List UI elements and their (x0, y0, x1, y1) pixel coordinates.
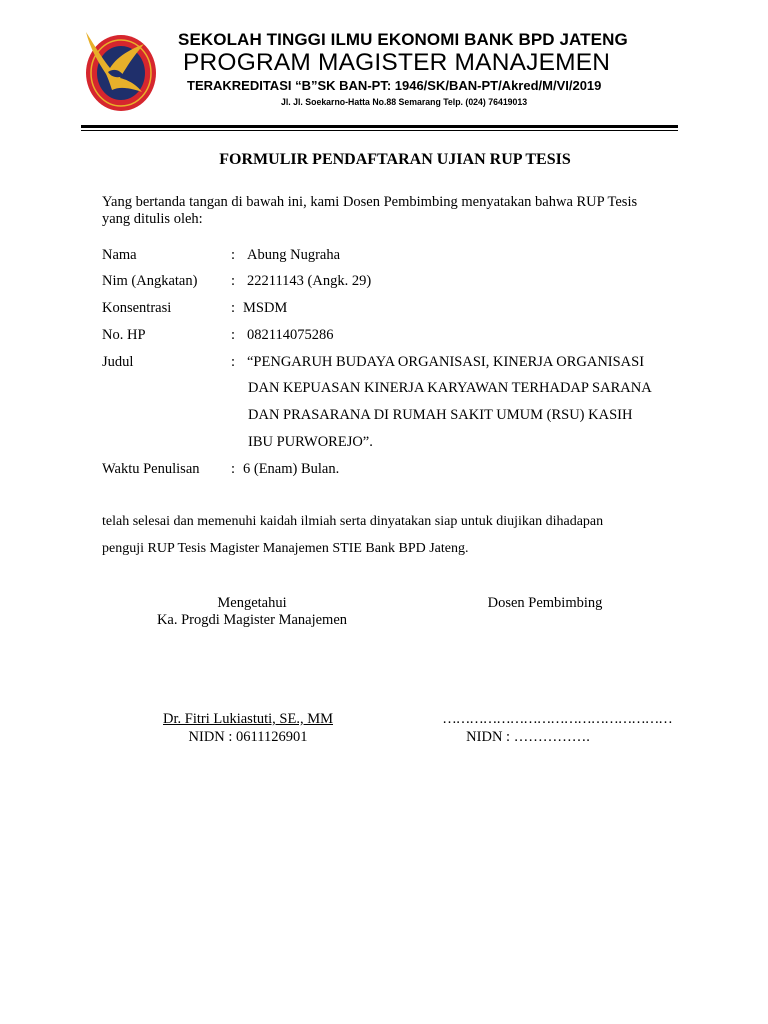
header-rule-thin (81, 130, 678, 131)
left-sign-heading-2: Ka. Progdi Magister Manajemen (156, 612, 348, 628)
left-signer-name: Dr. Fitri Lukiastuti, SE., MM (163, 711, 333, 727)
header-rule-thick (81, 125, 678, 128)
intro-line-1: Yang bertanda tangan di bawah ini, kami Dosen Pembimbing menyatakan bahwa RUP Tesis (102, 194, 638, 210)
field-label-judul: Judul (102, 354, 134, 370)
field-colon: : (231, 273, 236, 289)
form-title: FORMULIR PENDAFTARAN UJIAN RUP TESIS (219, 151, 571, 168)
accreditation-text: TERAKREDITASI “B”SK BAN-PT: 1946/SK/BAN-PT/Akred/M/VI/2019 (187, 78, 602, 93)
left-signer-nidn: NIDN : 0611126901 (188, 729, 308, 745)
institution-name: SEKOLAH TINGGI ILMU EKONOMI BANK BPD JATENG (178, 30, 628, 49)
right-signer-nidn: NIDN : ……………. (466, 729, 590, 745)
field-value-waktu: 6 (Enam) Bulan. (243, 461, 340, 477)
field-colon: : (231, 247, 236, 263)
intro-line-2: yang ditulis oleh: (102, 211, 203, 227)
field-value-nim: 22211143 (Angk. 29) (247, 273, 372, 289)
field-colon: : (231, 354, 236, 370)
field-value-judul-line: IBU PURWOREJO”. (248, 434, 373, 450)
field-colon: : (231, 327, 236, 343)
field-label-nama: Nama (102, 247, 137, 263)
field-value-nama: Abung Nugraha (247, 247, 341, 263)
field-value-hp: 082114075286 (247, 327, 334, 343)
field-label-hp: No. HP (102, 327, 146, 343)
left-sign-heading-1: Mengetahui (217, 595, 287, 611)
right-sign-heading: Dosen Pembimbing (487, 595, 603, 611)
field-value-judul-line: DAN PRASARANA DI RUMAH SAKIT UMUM (RSU) KASIH (248, 407, 633, 423)
field-label-nim: Nim (Angkatan) (102, 273, 198, 289)
closing-line-1: telah selesai dan memenuhi kaidah ilmiah serta dinyatakan siap untuk diujikan dihadapan (102, 514, 604, 529)
right-signer-name-blank: …………………………………………… (442, 711, 672, 727)
field-colon: : (231, 461, 236, 477)
field-label-konsentrasi: Konsentrasi (102, 300, 172, 316)
field-value-judul-line: “PENGARUH BUDAYA ORGANISASI, KINERJA ORGANISASI (247, 354, 645, 370)
field-colon: : (231, 300, 236, 316)
program-name: PROGRAM MAGISTER MANAJEMEN (183, 49, 611, 76)
address-text: Jl. Jl. Soekarno-Hatta No.88 Semarang Telp. (024) 76419013 (281, 97, 528, 108)
field-label-waktu: Waktu Penulisan (102, 461, 200, 477)
closing-line-2: penguji RUP Tesis Magister Manajemen STIE Bank BPD Jateng. (102, 541, 469, 556)
field-value-judul-line: DAN KEPUASAN KINERJA KARYAWAN TERHADAP SARANA (248, 380, 652, 396)
institution-logo (80, 28, 158, 116)
field-value-konsentrasi: MSDM (243, 300, 288, 316)
